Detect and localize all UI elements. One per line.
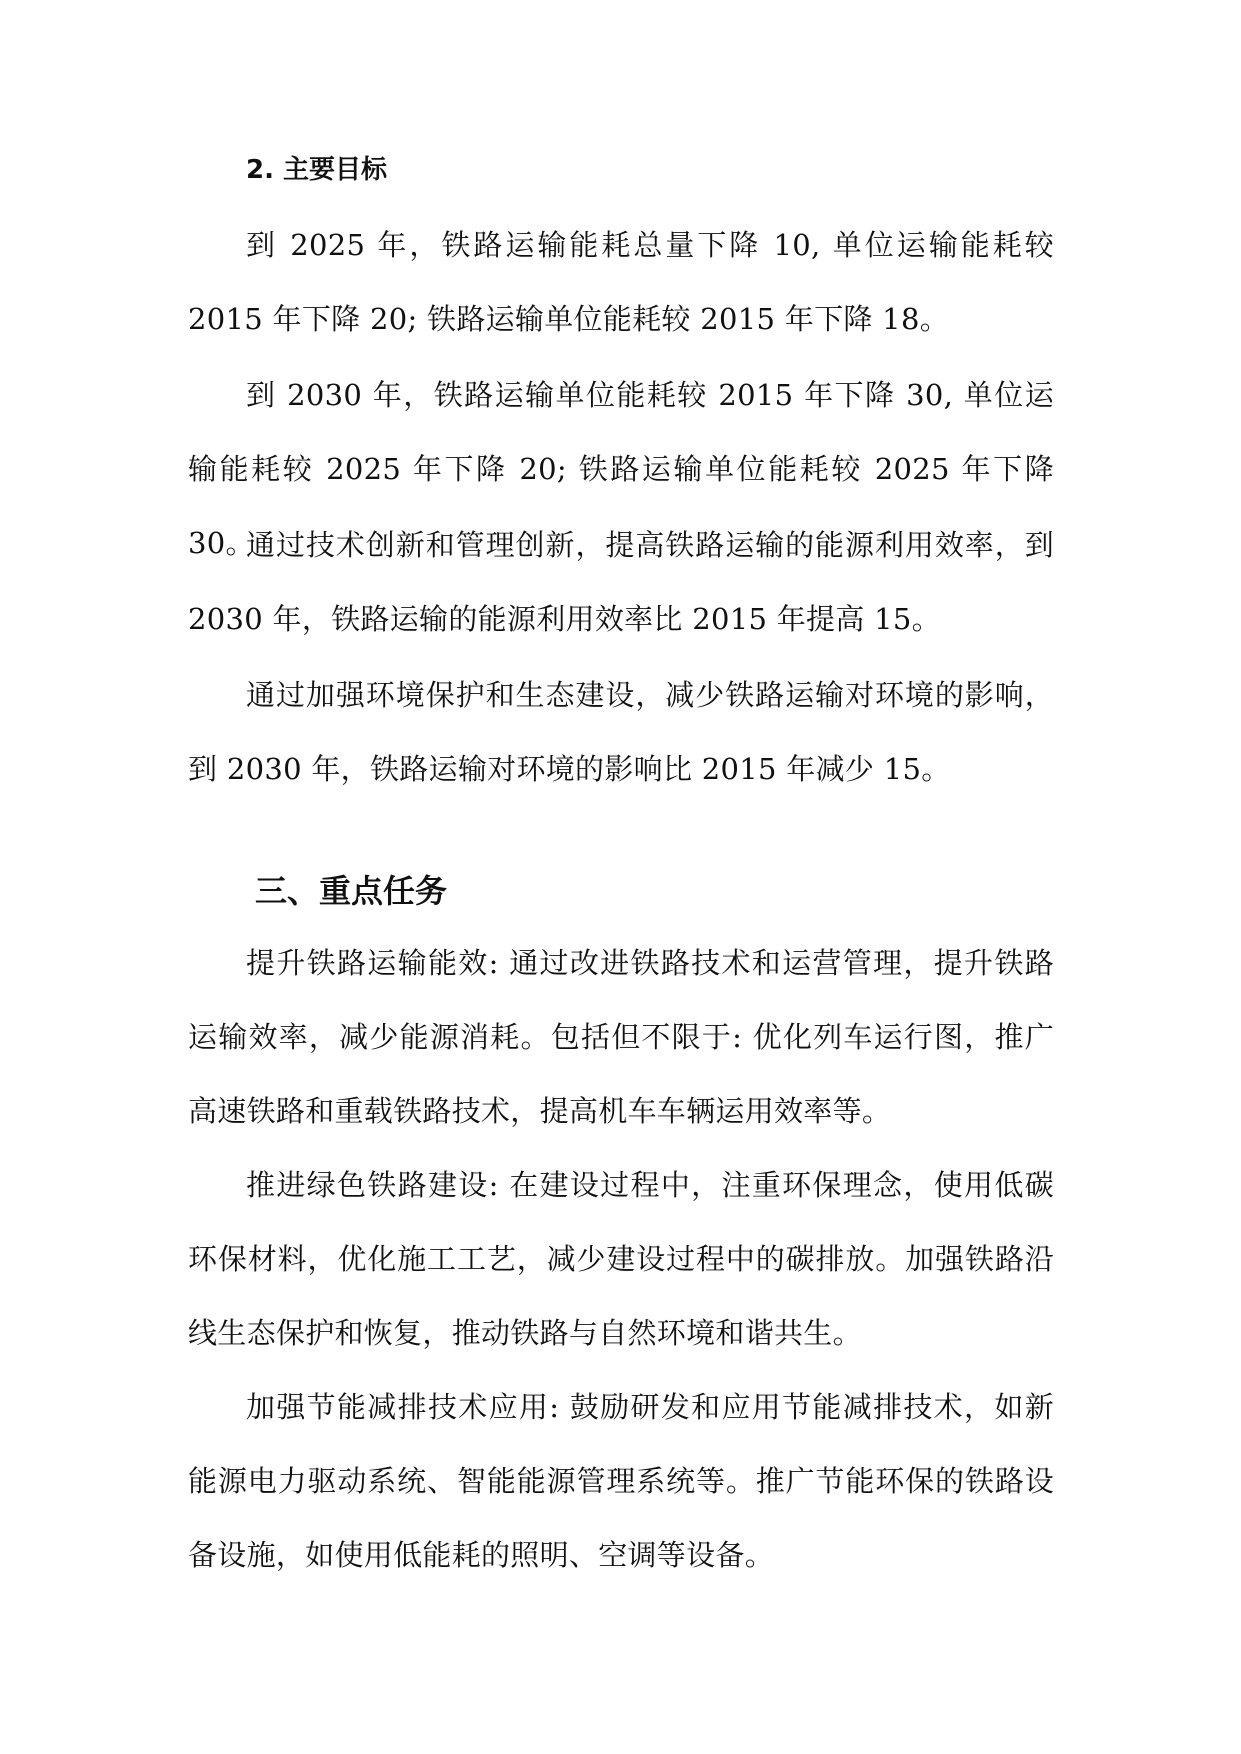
task-paragraph-efficiency: 提升铁路运输能效: 通过改进铁路技术和运营管理，提升铁路运输效率，减少能源消耗。包括但不限于: 优化列车运行图，推广高速铁路和重载铁路技术，提高机车车辆运用效率等。 xyxy=(188,946,1054,1128)
goal-paragraph-2025: 到 2025 年，铁路运输能耗总量下降 10, 单位运输能耗较 2015 年下降 20; 铁路运输单位能耗较 2015 年下降 18。 xyxy=(188,228,1054,336)
task-paragraph-energy-saving-tech: 加强节能减排技术应用: 鼓励研发和应用节能减排技术，如新能源电力驱动系统、智能能源管理系统等。推广节能环保的铁路设备设施，如使用低能耗的照明、空调等设备。 xyxy=(188,1390,1054,1572)
section-heading-key-tasks: 三、重点任务 xyxy=(255,872,448,910)
goal-paragraph-efficiency: 通过技术创新和管理创新，提高铁路运输的能源利用效率，到 2030 年，铁路运输的能源利用效率比 2015 年提高 15。 xyxy=(188,528,1054,636)
task-paragraph-green-railway: 推进绿色铁路建设: 在建设过程中，注重环保理念，使用低碳环保材料，优化施工工艺，减少建设过程中的碳排放。加强铁路沿线生态保护和恢复，推动铁路与自然环境和谐共生。 xyxy=(188,1168,1054,1350)
goal-paragraph-2030: 到 2030 年，铁路运输单位能耗较 2015 年下降 30, 单位运输能耗较 2025 年下降 20; 铁路运输单位能耗较 2025 年下降 30。 xyxy=(188,378,1054,560)
goal-paragraph-environment: 通过加强环境保护和生态建设，减少铁路运输对环境的影响，到 2030 年，铁路运输对环境的影响比 2015 年减少 15。 xyxy=(188,678,1054,786)
subheading-main-goals: 2. 主要目标 xyxy=(246,155,388,185)
